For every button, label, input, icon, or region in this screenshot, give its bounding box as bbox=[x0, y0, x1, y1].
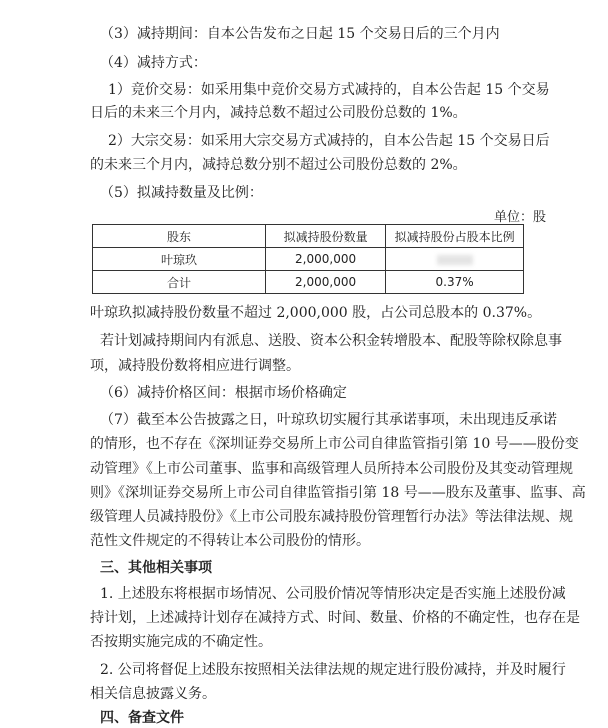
section-heading-files: 四、备查文件 bbox=[100, 710, 184, 726]
statement-2-line-1: 2. 公司将督促上述股东按照相关法律法规的规定进行股份减持，并及时履行 bbox=[100, 662, 566, 678]
cell-name: 叶琼玖 bbox=[93, 248, 266, 271]
table-row bbox=[93, 248, 524, 271]
commitment-line-1: （7）截至本公告披露之日，叶琼玖切实履行其承诺事项，未出现违反承诺 bbox=[100, 412, 557, 428]
section-heading-other: 三、其他相关事项 bbox=[100, 560, 212, 576]
price-line: （6）减持价格区间：根据市场价格确定 bbox=[100, 385, 347, 401]
statement-1-line-3: 否按期实施完成的不确定性。 bbox=[90, 634, 272, 650]
commitment-line-3: 动管理》《上市公司董事、监事和高级管理人员所持本公司股份及其变动管理规 bbox=[90, 461, 573, 477]
after-table-line: 叶琼玖拟减持股份数量不超过 2,000,000 股，占公司总股本的 0.37%。 bbox=[90, 305, 542, 321]
cell-quantity: 2,000,000 bbox=[265, 248, 385, 271]
adjust-line-1: 若计划减持期间内有派息、送股、资本公积金转增股本、配股等除权除息事 bbox=[100, 333, 562, 349]
statement-2-line-2: 相关信息披露义务。 bbox=[90, 686, 216, 702]
commitment-line-6: 范性文件规定的不得转让本公司股份的情形。 bbox=[90, 533, 370, 549]
header-shareholder: 股东 bbox=[93, 225, 266, 248]
cell-total-ratio: 0.37% bbox=[386, 271, 524, 294]
redacted-value bbox=[437, 255, 473, 265]
commitment-line-2: 的情形，也不存在《深圳证券交易所上市公司自律监管指引第 10 号——股份变 bbox=[90, 436, 579, 452]
cell-ratio-redacted bbox=[386, 248, 524, 271]
period-line: （3）减持期间：自本公告发布之日起 15 个交易日后的三个月内 bbox=[100, 26, 500, 42]
table-row-total bbox=[93, 271, 524, 294]
header-ratio: 拟减持股份占股本比例 bbox=[386, 225, 524, 248]
commitment-line-5: 级管理人员减持股份》《上市公司股东减持股份管理暂行办法》等法律法规、规 bbox=[90, 509, 573, 525]
reduction-table bbox=[92, 224, 524, 294]
cell-total-label: 合计 bbox=[93, 271, 266, 294]
auction-line-2: 日后的未来三个月内，减持总数不超过公司股份总数的 1%。 bbox=[90, 105, 467, 121]
auction-line-1: 1）竞价交易：如采用集中竞价交易方式减持的，自本公告起 15 个交易 bbox=[108, 82, 550, 98]
table-header-row bbox=[93, 225, 524, 248]
cell-total-quantity: 2,000,000 bbox=[265, 271, 385, 294]
statement-1-line-1: 1. 上述股东将根据市场情况、公司股价情况等情形决定是否实施上述股份减 bbox=[100, 586, 566, 602]
quantity-line: （5）拟减持数量及比例： bbox=[100, 185, 263, 201]
commitment-line-4: 则》《深圳证券交易所上市公司自律监管指引第 18 号——股东及董事、监事、高 bbox=[90, 485, 586, 501]
block-line-1: 2）大宗交易：如采用大宗交易方式减持的，自本公告起 15 个交易日后 bbox=[108, 133, 550, 149]
unit-label: 单位：股 bbox=[493, 210, 546, 225]
method-line: （4）减持方式： bbox=[100, 55, 207, 71]
header-quantity: 拟减持股份数量 bbox=[265, 225, 385, 248]
statement-1-line-2: 持计划，上述减持计划存在减持方式、时间、数量、价格的不确定性，也存在是 bbox=[90, 610, 580, 626]
block-line-2: 的未来三个月内，减持总数分别不超过公司股份总数的 2%。 bbox=[90, 157, 467, 173]
adjust-line-2: 项，减持股份数将相应进行调整。 bbox=[90, 358, 300, 374]
